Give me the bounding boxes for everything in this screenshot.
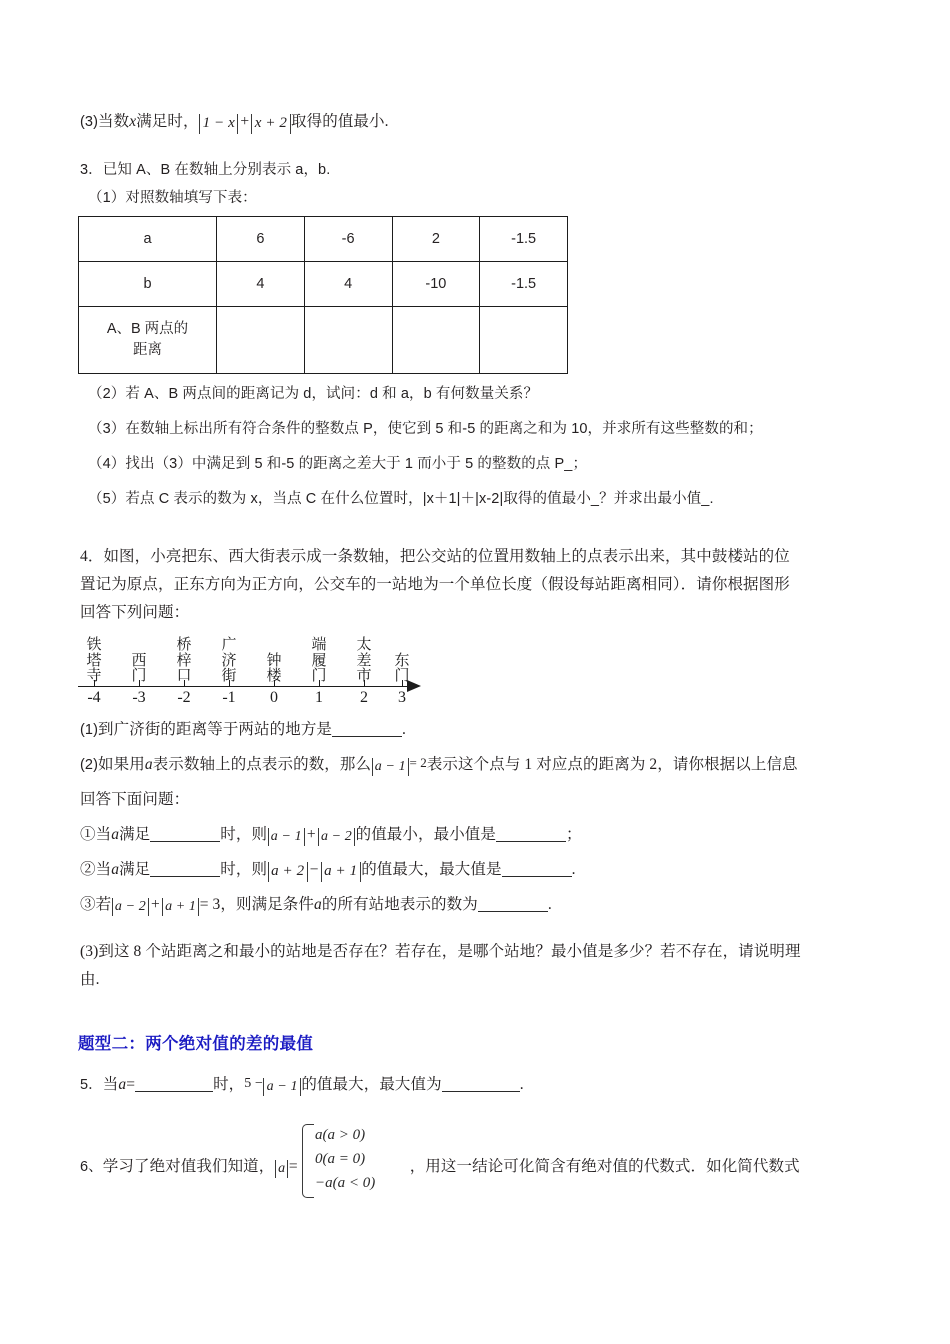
- q4-part1: [80, 718, 406, 742]
- station-label-dongmen: 东 门: [394, 652, 410, 685]
- q6-case-1: a(a > 0): [315, 1127, 366, 1143]
- table-row: [79, 262, 568, 307]
- row-distance-value-3[interactable]: [392, 307, 480, 374]
- left-brace-icon: [302, 1124, 314, 1198]
- q5-eq: =: [126, 1076, 136, 1093]
- axis-tick-label: 3: [398, 689, 406, 706]
- q5-t1: 当: [102, 1076, 119, 1093]
- q4-sub1-op: +: [306, 826, 316, 843]
- q4-sub3-t1: 若: [95, 896, 112, 913]
- carryover-text-mid: 满足时，: [136, 113, 199, 130]
- q5-var: a: [118, 1076, 127, 1093]
- q4-sub3-blank[interactable]: [478, 911, 548, 912]
- q6-t2: ，用这一结论可化简含有绝对值的代数式．如化简代数式: [409, 1158, 800, 1175]
- q4-sub1-t1: 当: [95, 826, 112, 843]
- q4-sub1-t2: 满足: [119, 826, 151, 843]
- q4-part2-eq: = 2: [409, 755, 427, 770]
- q5-tail: .: [519, 1076, 524, 1093]
- carryover-text-before: 当数: [98, 113, 130, 130]
- q5-number: 5．: [80, 1077, 103, 1093]
- q3-part1: （1）对照数轴填写下表：: [88, 190, 257, 206]
- q4-stem-line1: [80, 545, 790, 568]
- q6-number: 6、: [80, 1159, 103, 1175]
- q4-sub2-blank-1[interactable]: [150, 876, 220, 877]
- carryover-op: +: [240, 113, 250, 130]
- q5-blank-1[interactable]: [135, 1091, 213, 1092]
- q3-part5: （5）若点 C 表示的数为 x，当点 C 在什么位置时，|x＋1|＋|x-2|取得的值最小_？并求出最小值_.: [88, 491, 714, 507]
- q4-sub2-var: a: [111, 861, 120, 878]
- row-b-label: b: [79, 262, 217, 307]
- row-distance-value-4[interactable]: [480, 307, 568, 374]
- station-label-ximen: 西 门: [131, 652, 147, 685]
- q5-expr-num: 5 −: [244, 1076, 263, 1091]
- axis-tick-label: 2: [360, 689, 368, 706]
- axis-tick-label: -2: [177, 689, 191, 706]
- q4-sub1-var: a: [111, 826, 120, 843]
- q6-case-3: −a(a < 0): [315, 1175, 376, 1191]
- q5-expr-abs: a − 1: [263, 1078, 300, 1096]
- q6-line: [80, 1155, 800, 1179]
- axis-tick-label: -4: [87, 689, 101, 706]
- q4-sub3-abs-2: a + 1: [162, 898, 199, 916]
- row-distance-value-2[interactable]: [304, 307, 392, 374]
- q5-t3: 的值最大，最大值为: [301, 1076, 442, 1093]
- q4-part2-var: a: [144, 756, 153, 773]
- q3-stem: [80, 160, 330, 182]
- row-a-value-1: 6: [217, 217, 305, 262]
- q4-part2-text-mid: 表示数轴上的点表示的数，那么: [152, 756, 372, 773]
- station-label-taichashi: 太 差 市: [356, 637, 372, 685]
- q4-sub1-blank-2[interactable]: [496, 841, 566, 842]
- row-b-value-3: -10: [392, 262, 480, 307]
- q6-eq: =: [288, 1158, 298, 1175]
- station-label-qiaozikou: 桥 梓 口: [176, 637, 192, 685]
- axis-tick-label: -1: [222, 689, 236, 706]
- q4-sub2-marker: ②: [80, 861, 96, 878]
- station-label-zhonglou: 钟 楼: [266, 652, 282, 685]
- q4-sub3-tail: .: [547, 896, 552, 913]
- row-b-value-4: -1.5: [480, 262, 568, 307]
- station-label-duanlvmen: 端 履 门: [311, 637, 327, 685]
- q4-sub1: [80, 823, 582, 846]
- axis-tick-label: -3: [132, 689, 146, 706]
- q4-sub2: [80, 858, 576, 882]
- q6-t1: 学习了绝对值我们知道，: [102, 1158, 275, 1175]
- axis-tick-label: 1: [315, 689, 323, 706]
- q4-sub3-eq: = 3: [199, 896, 221, 913]
- q4-part1-tail: .: [402, 721, 407, 738]
- row-b-value-1: 4: [217, 262, 305, 307]
- q4-part2-abs: a − 1: [372, 758, 409, 776]
- row-distance-label: A、B 两点的距离: [79, 307, 217, 374]
- axis-tick-label: 0: [270, 689, 278, 706]
- table-row: [79, 217, 568, 262]
- q4-part3-line1: (3)到这 8 个站距离之和最小的站地是否存在？若存在，是哪个站地？最小值是多少？若不存在，请说明理: [80, 943, 801, 960]
- q4-part2-line1: [80, 753, 798, 777]
- q4-sub2-t1: 当: [95, 861, 112, 878]
- row-a-value-3: 2: [392, 217, 480, 262]
- q4-sub1-blank-1[interactable]: [150, 841, 220, 842]
- q4-sub2-op: −: [309, 861, 319, 878]
- carryover-text-after: 取得的值最小.: [291, 113, 389, 130]
- q4-part1-text: 到广济街的距离等于两站的地方是: [98, 721, 333, 738]
- q4-sub2-t4: 的值最大，最大值是: [361, 861, 502, 878]
- axis-line: [78, 686, 408, 687]
- q4-part2-line2: 回答下面问题：: [80, 791, 190, 808]
- number-line-figure: [78, 618, 438, 710]
- q4-number: 4．: [80, 548, 104, 565]
- q4-part2-text-after: 表示这个点与 1 对应点的距离为 2，请你根据以上信息: [426, 756, 798, 773]
- q5-blank-2[interactable]: [442, 1091, 520, 1092]
- q6-case-2: 0(a = 0): [315, 1151, 366, 1167]
- q4-sub3-op: +: [151, 896, 160, 913]
- station-label-guangjijie: 广 济 街: [221, 637, 237, 685]
- table-row: [79, 307, 568, 374]
- ab-distance-table: [78, 216, 568, 374]
- q3-part3: （3）在数轴上标出所有符合条件的整数点 P，使它到 5 和-5 的距离之和为 10，并求所有这些整数的和；: [88, 421, 763, 437]
- row-distance-value-1[interactable]: [217, 307, 305, 374]
- q4-stem-text-1: 如图，小亮把东、西大街表示成一条数轴，把公交站的位置用数轴上的点表示出来，其中鼓楼站的位: [103, 548, 790, 565]
- q4-sub1-marker: ①: [80, 826, 96, 843]
- q6-abs-a: a: [275, 1160, 288, 1178]
- q4-sub3-abs-1: a − 2: [112, 898, 149, 916]
- q4-sub2-abs-2: a + 1: [321, 862, 361, 882]
- carryover-abs-2: x + 2: [251, 114, 290, 134]
- q4-sub1-t4: 的值最小，最小值是: [355, 826, 496, 843]
- q4-sub3: [80, 893, 552, 916]
- row-a-label: a: [79, 217, 217, 262]
- q4-sub1-abs-1: a − 1: [268, 828, 305, 846]
- q4-sub2-tail: .: [571, 861, 576, 878]
- q4-part2-label: (2): [80, 757, 99, 773]
- q4-sub3-t2: ，则满足条件: [220, 896, 314, 913]
- carryover-label: (3): [80, 114, 99, 130]
- station-label-tietasi: 铁 塔 寺: [86, 637, 102, 685]
- q4-sub3-t3: 的所有站地表示的数为: [321, 896, 478, 913]
- q4-sub3-var: a: [314, 896, 322, 913]
- q4-sub1-abs-2: a − 2: [318, 828, 355, 846]
- q4-sub1-tail: ；: [566, 826, 582, 843]
- carryover-item-3: [80, 110, 389, 134]
- section-heading-type-two: 题型二：两个绝对值的差的最值: [78, 1035, 314, 1053]
- q5: [80, 1073, 524, 1097]
- q4-stem-line2: 置记为原点，正东方向为正方向，公交车的一站地为一个单位长度（假设每站距离相同）．请你根据图形: [80, 576, 790, 593]
- q3-part2: （2）若 A、B 两点间的距离记为 d，试问：d 和 a，b 有何数量关系？: [88, 386, 539, 402]
- q4-sub3-marker: ③: [80, 896, 96, 913]
- q4-sub2-abs-1: a + 2: [268, 862, 308, 882]
- q4-sub2-t2: 满足: [119, 861, 151, 878]
- carryover-abs-1: 1 − x: [199, 114, 238, 134]
- q3-part4: （4）找出（3）中满足到 5 和-5 的距离之差大于 1 而小于 5 的整数的点 P_；: [88, 456, 588, 472]
- row-a-value-4: -1.5: [480, 217, 568, 262]
- q6-cases: [315, 1123, 375, 1195]
- q3-stem-text: 已知 A、B 在数轴上分别表示 a，b.: [102, 162, 331, 178]
- row-a-value-2: -6: [304, 217, 392, 262]
- q4-part1-answer-blank[interactable]: [332, 736, 402, 737]
- q4-sub1-t3: 时，则: [220, 826, 268, 843]
- q4-part1-label: (1): [80, 722, 99, 738]
- q3-number: 3．: [80, 162, 103, 178]
- q4-part2-text-before: 如果用: [98, 756, 145, 773]
- q4-sub2-t3: 时，则: [220, 861, 268, 878]
- carryover-var: x: [129, 113, 137, 130]
- q4-sub2-blank-2[interactable]: [502, 876, 572, 877]
- q5-t2: 时，: [213, 1076, 245, 1093]
- row-b-value-2: 4: [304, 262, 392, 307]
- q4-part3-line2: 由.: [80, 971, 100, 988]
- q4-stem-line3: 回答下列问题：: [80, 604, 190, 621]
